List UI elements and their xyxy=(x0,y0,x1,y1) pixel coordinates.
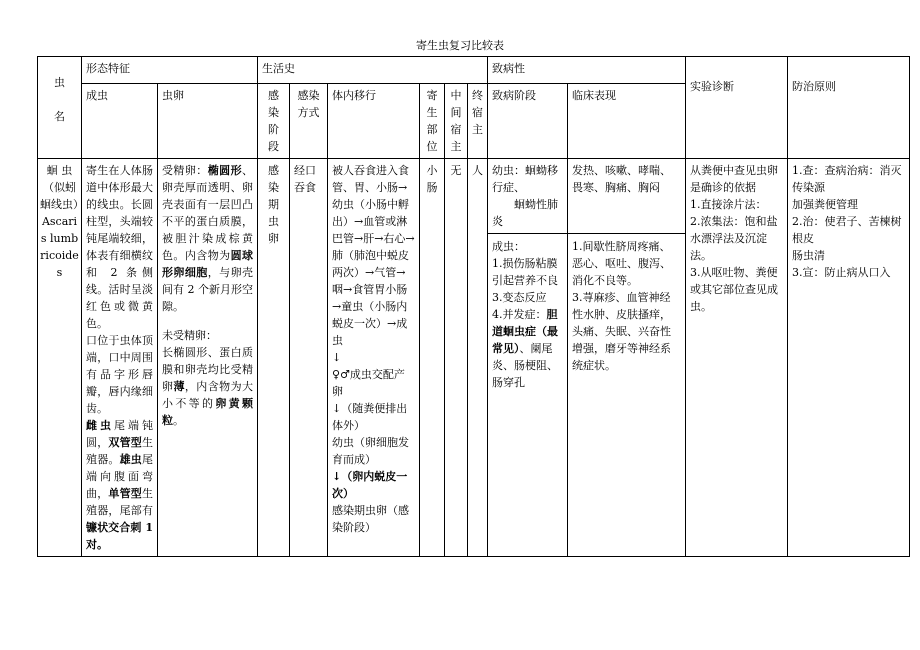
worm-name-latin: Ascaris lumbricoides xyxy=(40,215,79,279)
header-intermediate-host: 中 间 宿 主 xyxy=(445,84,468,159)
pathogenic-stage-cell: 幼虫：蛔蚴移行症、 蛔蚴性肺炎 成虫： 1.损伤肠粘膜引起营养不良 3.变态反应 4.并发症：胆道蛔虫症（最常见）、阑尾炎、肠梗阻、肠穿孔 xyxy=(488,159,568,557)
infective-stage-cell: 感染期虫卵 xyxy=(258,159,290,557)
final-host-cell: 人 xyxy=(468,159,488,557)
header-diagnosis: 实验诊断 xyxy=(686,57,788,159)
header-life-history: 生活史 xyxy=(258,57,488,84)
header-pathogenic-stage: 致病阶段 xyxy=(488,84,568,159)
intermediate-host-cell: 无 xyxy=(445,159,468,557)
diagnosis-cell: 从粪便中查见虫卵是确诊的依据 1.直接涂片法： 2.浓集法：饱和盐水漂浮法及沉淀法。 3.从呕吐物、粪便或其它部位查见成虫。 xyxy=(686,159,788,557)
header-morphology: 形态特征 xyxy=(82,57,258,84)
header-infection-route: 感染 方式 xyxy=(290,84,328,159)
adult-morphology-cell: 寄生在人体肠道中体形最大的线虫。长圆柱型，头端较钝尾端较细，体表有细横纹和 2 条侧线。活时呈淡红色或微黄色。 口位于虫体顶端，口中周围有品字形唇瓣，唇内缘细齿。 雌虫尾端钝圆，双管型生殖器。雄虫尾端向腹面弯曲，单管型生殖器，尾部有镰状交合刺 1 对。 xyxy=(82,159,158,557)
egg-morphology-cell: 受精卵：椭圆形、卵壳厚而透明、卵壳表面有一层凹凸不平的蛋白质膜，被胆汁染成棕黄色。内含物为圆球形卵细胞，与卵壳间有 2 个新月形空隙。 未受精卵： 长椭圆形、蛋白质膜和卵壳均比受精卵薄，内含物为大小不等的卵黄颗粒。 xyxy=(158,159,258,557)
header-clinical: 临床表现 xyxy=(568,84,686,159)
header-egg: 虫卵 xyxy=(158,84,258,159)
parasite-comparison-table xyxy=(37,56,910,557)
header-pathogenicity: 致病性 xyxy=(488,57,686,84)
header-adult: 成虫 xyxy=(82,84,158,159)
header-worm: 虫 名 xyxy=(38,57,82,159)
migration-cell: 被人吞食进入食管、胃、小肠→幼虫（小肠中孵出）→血管或淋巴管→肝→右心→肺（肺泡中蜕皮两次）→气管→咽→食管胃小肠→童虫（小肠内蜕皮一次）→成虫 ↓ ♀♂成虫交配产卵 ↓（随粪便排出体外） 幼虫（卵细胞发育而成） ↓（卵内蜕皮一次） 感染期虫卵（感染阶段） xyxy=(328,159,420,557)
parasitic-site-cell: 小肠 xyxy=(420,159,445,557)
header-parasitic-site: 寄 生 部 位 xyxy=(420,84,445,159)
header-migration: 体内移行 xyxy=(328,84,420,159)
worm-name-cn: 蛔 虫（似蚓蛔线虫） xyxy=(40,164,84,211)
header-infective-stage: 感 染 阶 段 xyxy=(258,84,290,159)
clinical-cell: 发热、咳嗽、哮喘、畏寒、胸痛、胸闷 1.间歇性脐周疼痛、恶心、呕吐、腹泻、消化不良等。 3.荨麻疹、血管神经性水肿、皮肤搔痒，头痛、失眠、兴奋性增强，磨牙等神经系统症状。 xyxy=(568,159,686,557)
header-final-host: 终 宿 主 xyxy=(468,84,488,159)
page-title: 寄生虫复习比较表 xyxy=(416,39,504,52)
header-prevention: 防治原则 xyxy=(788,57,910,159)
table-row xyxy=(38,159,910,557)
prevention-cell: 1.查：查病治病：消灭传染源 加强粪便管理 2.治：使君子、苦楝树根皮 肠虫清 3.宣：防止病从口入 xyxy=(788,159,910,557)
worm-name-cell xyxy=(38,159,82,557)
infection-route-cell: 经口吞食 xyxy=(290,159,328,557)
